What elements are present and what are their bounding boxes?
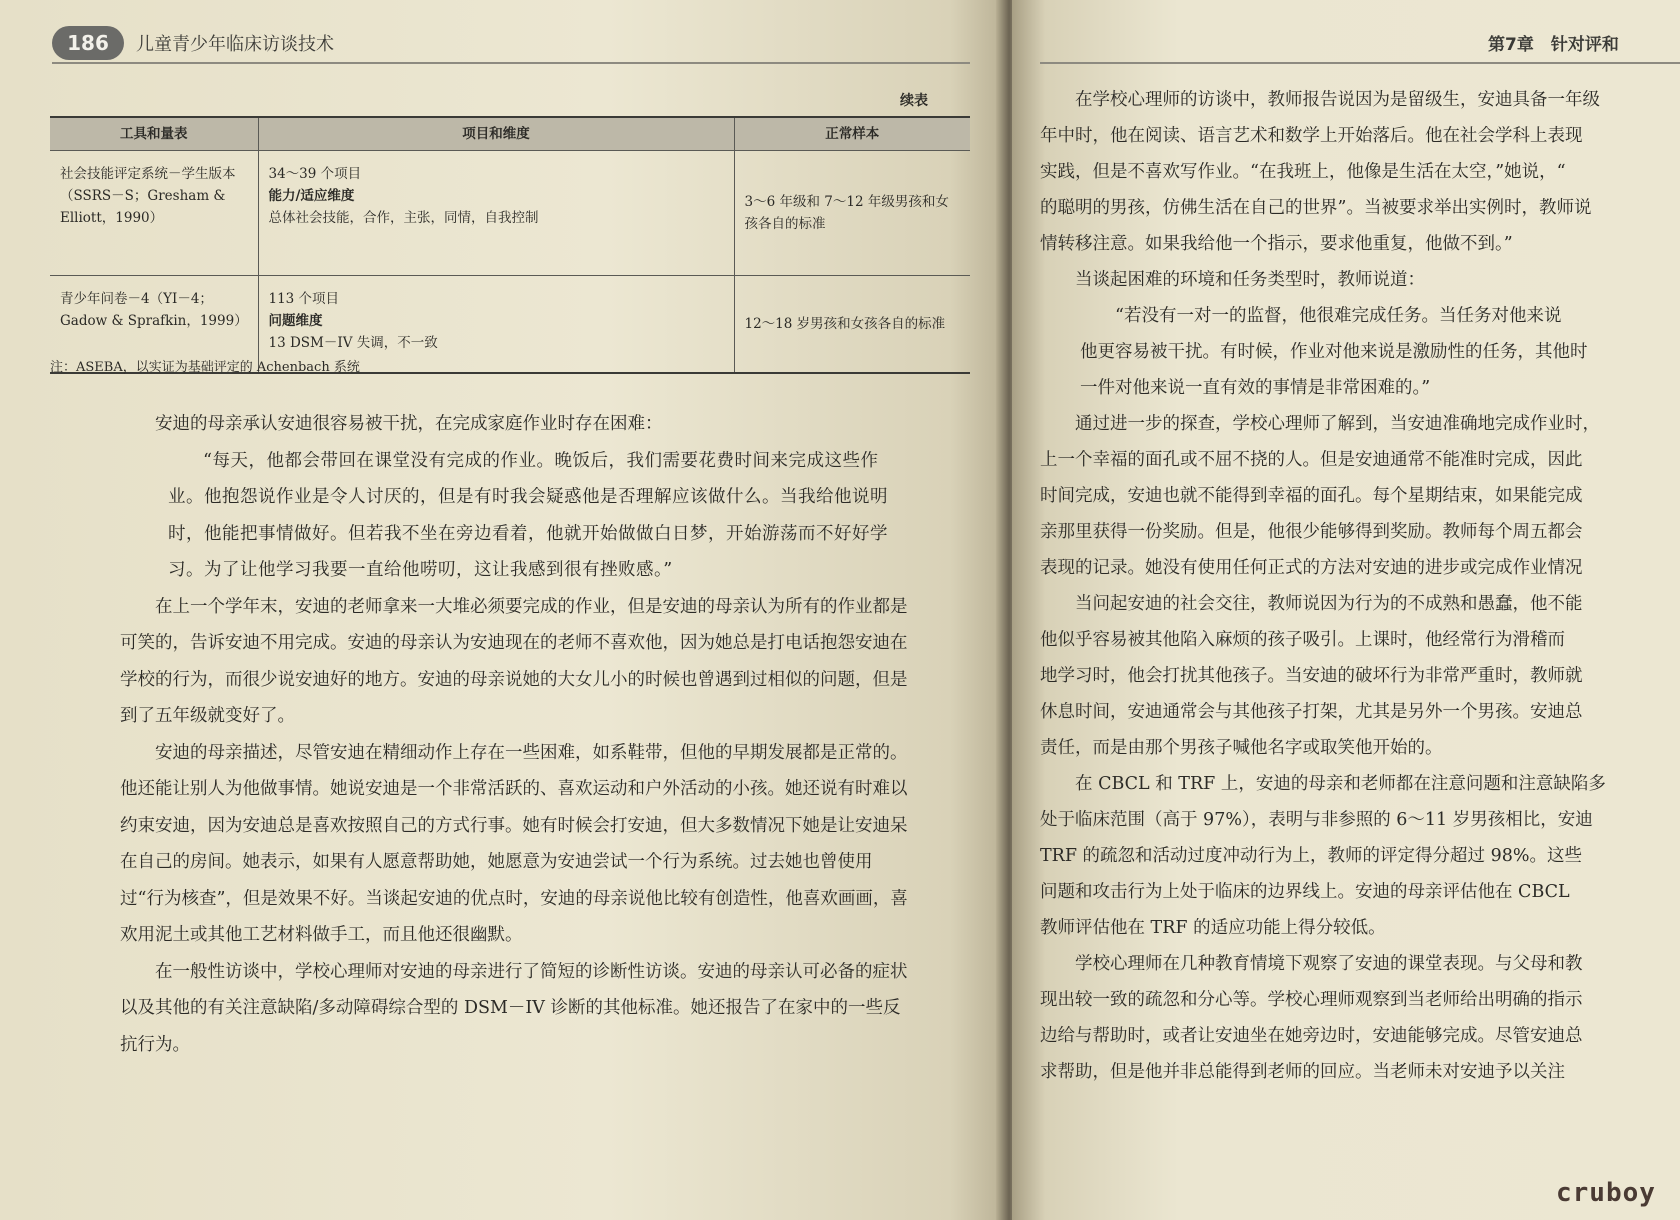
dimension-label: 问题维度 bbox=[268, 313, 323, 329]
text-line: 情转移注意。如果我给他一个指示，要求他重复，他做不到。” bbox=[1040, 234, 1513, 254]
header-tool: 工具和量表 bbox=[50, 117, 258, 151]
dimension-label: 能力/适应维度 bbox=[268, 188, 355, 204]
text-line: 表现的记录。她没有使用任何正式的方法对安迪的进步或完成作业情况 bbox=[1040, 558, 1583, 578]
text-line: 在学校心理师的访谈中，教师报告说因为是留级生，安迪具备一年级 bbox=[1075, 90, 1600, 110]
item-count: 34～39 个项目 bbox=[268, 166, 362, 182]
table-continued-label: 续表 bbox=[900, 93, 928, 109]
text-line: 现出较一致的疏忽和分心等。学校心理师观察到当老师给出明确的指示 bbox=[1040, 990, 1583, 1010]
text-line: 通过进一步的探查，学校心理师了解到，当安迪准确地完成作业时， bbox=[1075, 414, 1600, 434]
cell-tool: 社会技能评定系统－学生版本（SSRS－S；Gresham & Elliott，1990） bbox=[50, 151, 258, 276]
header-rule bbox=[1040, 62, 1680, 64]
text-line: TRF 的疏忽和活动过度冲动行为上，教师的评定得分超过 98%。这些 bbox=[1040, 846, 1583, 866]
header-sample: 正常样本 bbox=[734, 117, 970, 151]
table-header-row bbox=[50, 117, 970, 151]
cell-sample: 12～18 岁男孩和女孩各自的标准 bbox=[734, 276, 970, 374]
text-line: 实践，但是不喜欢写作业。“在我班上，他像是生活在太空，”她说，“ bbox=[1040, 162, 1566, 182]
assessment-tools-table bbox=[50, 116, 970, 374]
paragraph: 在一般性访谈中，学校心理师对安迪的母亲进行了简短的诊断性访谈。安迪的母亲认可必备的症状以及其他的有关注意缺陷/多动障碍综合型的 DSM－IV 诊断的其他标准。她还报告了在家中的一些反抗行为。 bbox=[120, 961, 908, 1055]
quote-line: 一件对他来说一直有效的事情是非常困难的。” bbox=[1080, 378, 1431, 398]
quote-line: “若没有一对一的监督，他很难完成任务。当任务对他来说 bbox=[1115, 306, 1562, 326]
table-note: 注：ASEBA，以实证为基础评定的 Achenbach 系统 bbox=[50, 360, 360, 375]
paragraph: 安迪的母亲描述，尽管安迪在精细动作上存在一些困难，如系鞋带，但他的早期发展都是正常的。他还能让别人为他做事情。她说安迪是一个非常活跃的、喜欢运动和户外活动的小孩。她还说有时难以约束安迪，因为安迪总是喜欢按照自己的方式行事。她有时候会打安迪，但大多数情况下她是让安迪呆在自己的房间。她表示，如果有人愿意帮助她，她愿意为安迪尝试一个行为系统。过去她也曾使用过“行为核查”，但是效果不好。当谈起安迪的优点时，安迪的母亲说他比较有创造性，他喜欢画画，喜欢用泥土或其他工艺材料做手工，而且他还很幽默。 bbox=[120, 742, 908, 945]
text-line: 责任，而是由那个男孩子喊他名字或取笑他开始的。 bbox=[1040, 738, 1443, 758]
dimension-list: 13 DSM－IV 失调，不一致 bbox=[268, 335, 438, 351]
text-line: 亲那里获得一份奖励。但是，他很少能够得到奖励。教师每个周五都会 bbox=[1040, 522, 1583, 542]
paragraph: 安迪的母亲承认安迪很容易被干扰，在完成家庭作业时存在困难： bbox=[155, 414, 663, 434]
running-head-book-title: 儿童青少年临床访谈技术 bbox=[136, 34, 334, 55]
text-line: 上一个幸福的面孔或不屈不挠的人。但是安迪通常不能准时完成，因此 bbox=[1040, 450, 1583, 470]
header-items: 项目和维度 bbox=[258, 117, 734, 151]
text-line: 他似乎容易被其他陷入麻烦的孩子吸引。上课时，他经常行为滑稽而 bbox=[1040, 630, 1565, 650]
cell-tool: 青少年问卷－4（YI－4；Gadow & Sprafkin，1999） bbox=[50, 276, 258, 374]
text-line: 当问起安迪的社会交往，教师说因为行为的不成熟和愚蠢，他不能 bbox=[1075, 594, 1583, 614]
item-count: 113 个项目 bbox=[268, 291, 340, 307]
watermark-text: cruboy bbox=[1556, 1178, 1656, 1208]
right-body-text bbox=[1040, 82, 1680, 1090]
block-quote: “每天，他都会带回在课堂没有完成的作业。晚饭后，我们需要花费时间来完成这些作业。他抱怨说作业是令人讨厌的，但是有时我会疑惑他是否理解应该做什么。当我给他说明时，他能把事情做好。但若我不坐在旁边看着，他就开始做做白日梦，开始游荡而不好好学习。为了让他学习我要一直给他唠叨，这让我感到很有挫败感。” bbox=[168, 450, 888, 580]
text-line: 问题和攻击行为上处于临床的边界线上。安迪的母亲评估他在 CBCL bbox=[1040, 882, 1570, 902]
page-number: 186 bbox=[52, 26, 124, 60]
left-body-text bbox=[120, 406, 908, 1063]
paragraph: 在上一个学年末，安迪的老师拿来一大堆必须要完成的作业，但是安迪的母亲认为所有的作业都是可笑的，告诉安迪不用完成。安迪的母亲认为安迪现在的老师不喜欢他，因为她总是打电话抱怨安迪在学校的行为，而很少说安迪好的地方。安迪的母亲说她的大女儿小的时候也曾遇到过相似的问题，但是到了五年级就变好了。 bbox=[120, 596, 908, 726]
running-head-chapter: 第7章 针对评和 bbox=[1488, 35, 1619, 55]
header-rule bbox=[52, 62, 970, 64]
cell-sample: 3～6 年级和 7～12 年级男孩和女孩各自的标准 bbox=[734, 151, 970, 276]
text-line: 边给与帮助时，或者让安迪坐在她旁边时，安迪能够完成。尽管安迪总 bbox=[1040, 1026, 1583, 1046]
text-line: 求帮助，但是他并非总能得到老师的回应。当老师未对安迪予以关注 bbox=[1040, 1062, 1565, 1082]
text-line: 学校心理师在几种教育情境下观察了安迪的课堂表现。与父母和教 bbox=[1075, 954, 1583, 974]
text-line: 教师评估他在 TRF 的适应功能上得分较低。 bbox=[1040, 918, 1386, 938]
cell-items bbox=[258, 151, 734, 276]
text-line: 的聪明的男孩，仿佛生活在自己的世界”。当被要求举出实例时，教师说 bbox=[1040, 198, 1592, 218]
quote-line: 他更容易被干扰。有时候，作业对他来说是激励性的任务，其他时 bbox=[1080, 342, 1588, 362]
text-line: 时间完成，安迪也就不能得到幸福的面孔。每个星期结束，如果能完成 bbox=[1040, 486, 1583, 506]
dimension-list: 总体社会技能，合作，主张，同情，自我控制 bbox=[268, 210, 539, 226]
text-line: 当谈起困难的环境和任务类型时，教师说道： bbox=[1075, 270, 1425, 290]
text-line: 休息时间，安迪通常会与其他孩子打架，尤其是另外一个男孩。安迪总 bbox=[1040, 702, 1583, 722]
text-line: 地学习时，他会打扰其他孩子。当安迪的破坏行为非常严重时，教师就 bbox=[1040, 666, 1583, 686]
text-line: 年中时，他在阅读、语言艺术和数学上开始落后。他在社会学科上表现 bbox=[1040, 126, 1583, 146]
text-line: 在 CBCL 和 TRF 上，安迪的母亲和老师都在注意问题和注意缺陷多 bbox=[1075, 774, 1606, 794]
table-row bbox=[50, 151, 970, 276]
text-line: 处于临床范围（高于 97%），表明与非参照的 6～11 岁男孩相比，安迪 bbox=[1040, 810, 1593, 830]
